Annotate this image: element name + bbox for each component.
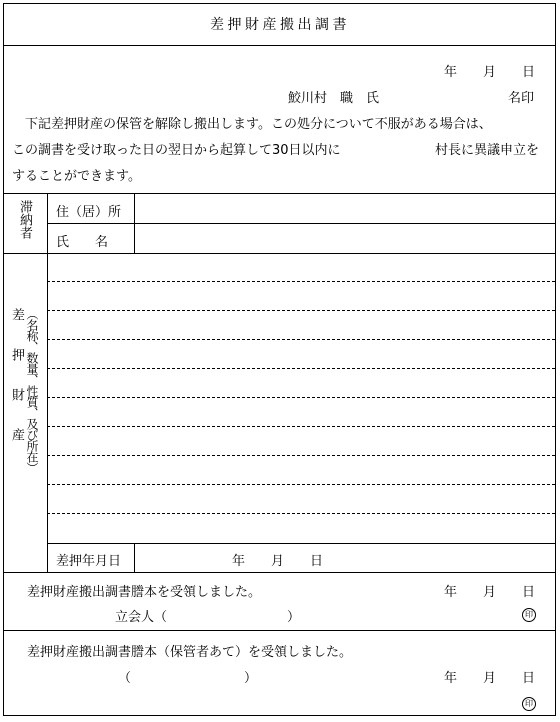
- seal-mark: 印: [522, 608, 536, 622]
- property-label: 差押財産: [9, 308, 24, 468]
- receipt2-name-field[interactable]: [134, 665, 244, 683]
- seal-mark: 印: [522, 697, 536, 711]
- seizure-date-label: 差押年月日: [56, 554, 122, 569]
- notice-line-2: この調書を受け取った日の翌日から起算して30日以内に: [12, 143, 341, 158]
- property-sublabel: （名称、数量、性質、及び所在）: [25, 308, 39, 473]
- property-details-field[interactable]: [47, 253, 556, 543]
- notice-line-2-end: 村長に異議申立を: [435, 143, 540, 158]
- rule-receipt1: [3, 630, 556, 631]
- receipt2-open-paren: （: [118, 671, 132, 686]
- issuer-name-seal-label: 名印: [508, 91, 535, 106]
- receipt2-text: 差押財産搬出調書謄本（保管者あて）を受領しました。: [27, 645, 353, 660]
- address-label: 住（居）所: [56, 205, 122, 220]
- delinquent-label: 滞納者: [17, 200, 32, 239]
- rule-seizure-date: [3, 572, 556, 573]
- notice-line-3: することができます。: [12, 169, 141, 184]
- header-date: 年 月 日: [443, 65, 535, 80]
- notice-line-1: 下記差押財産の保管を解除し搬出します。この処分について不服がある場合は、: [12, 117, 492, 132]
- seizure-date-value: 年 月 日: [232, 554, 324, 569]
- issuer-label: 鮫川村 職 氏: [288, 91, 380, 106]
- witness-field[interactable]: [185, 604, 285, 622]
- receipt1-text: 差押財産搬出調書謄本を受領しました。: [27, 585, 262, 600]
- page-title: 差押財産搬出調書: [210, 17, 350, 33]
- receipt2-close-paren: ）: [244, 671, 258, 686]
- rule-property: [47, 543, 556, 544]
- rule-title: [3, 45, 556, 46]
- witness-label: 立会人（: [115, 610, 168, 625]
- address-field[interactable]: [134, 193, 556, 223]
- name-label: 氏 名: [56, 235, 109, 250]
- receipt1-date: 年 月 日: [443, 585, 535, 600]
- witness-close-paren: ）: [287, 610, 301, 625]
- receipt2-date: 年 月 日: [443, 671, 535, 686]
- name-field[interactable]: [134, 223, 556, 253]
- rule-date-label-column: [134, 543, 135, 572]
